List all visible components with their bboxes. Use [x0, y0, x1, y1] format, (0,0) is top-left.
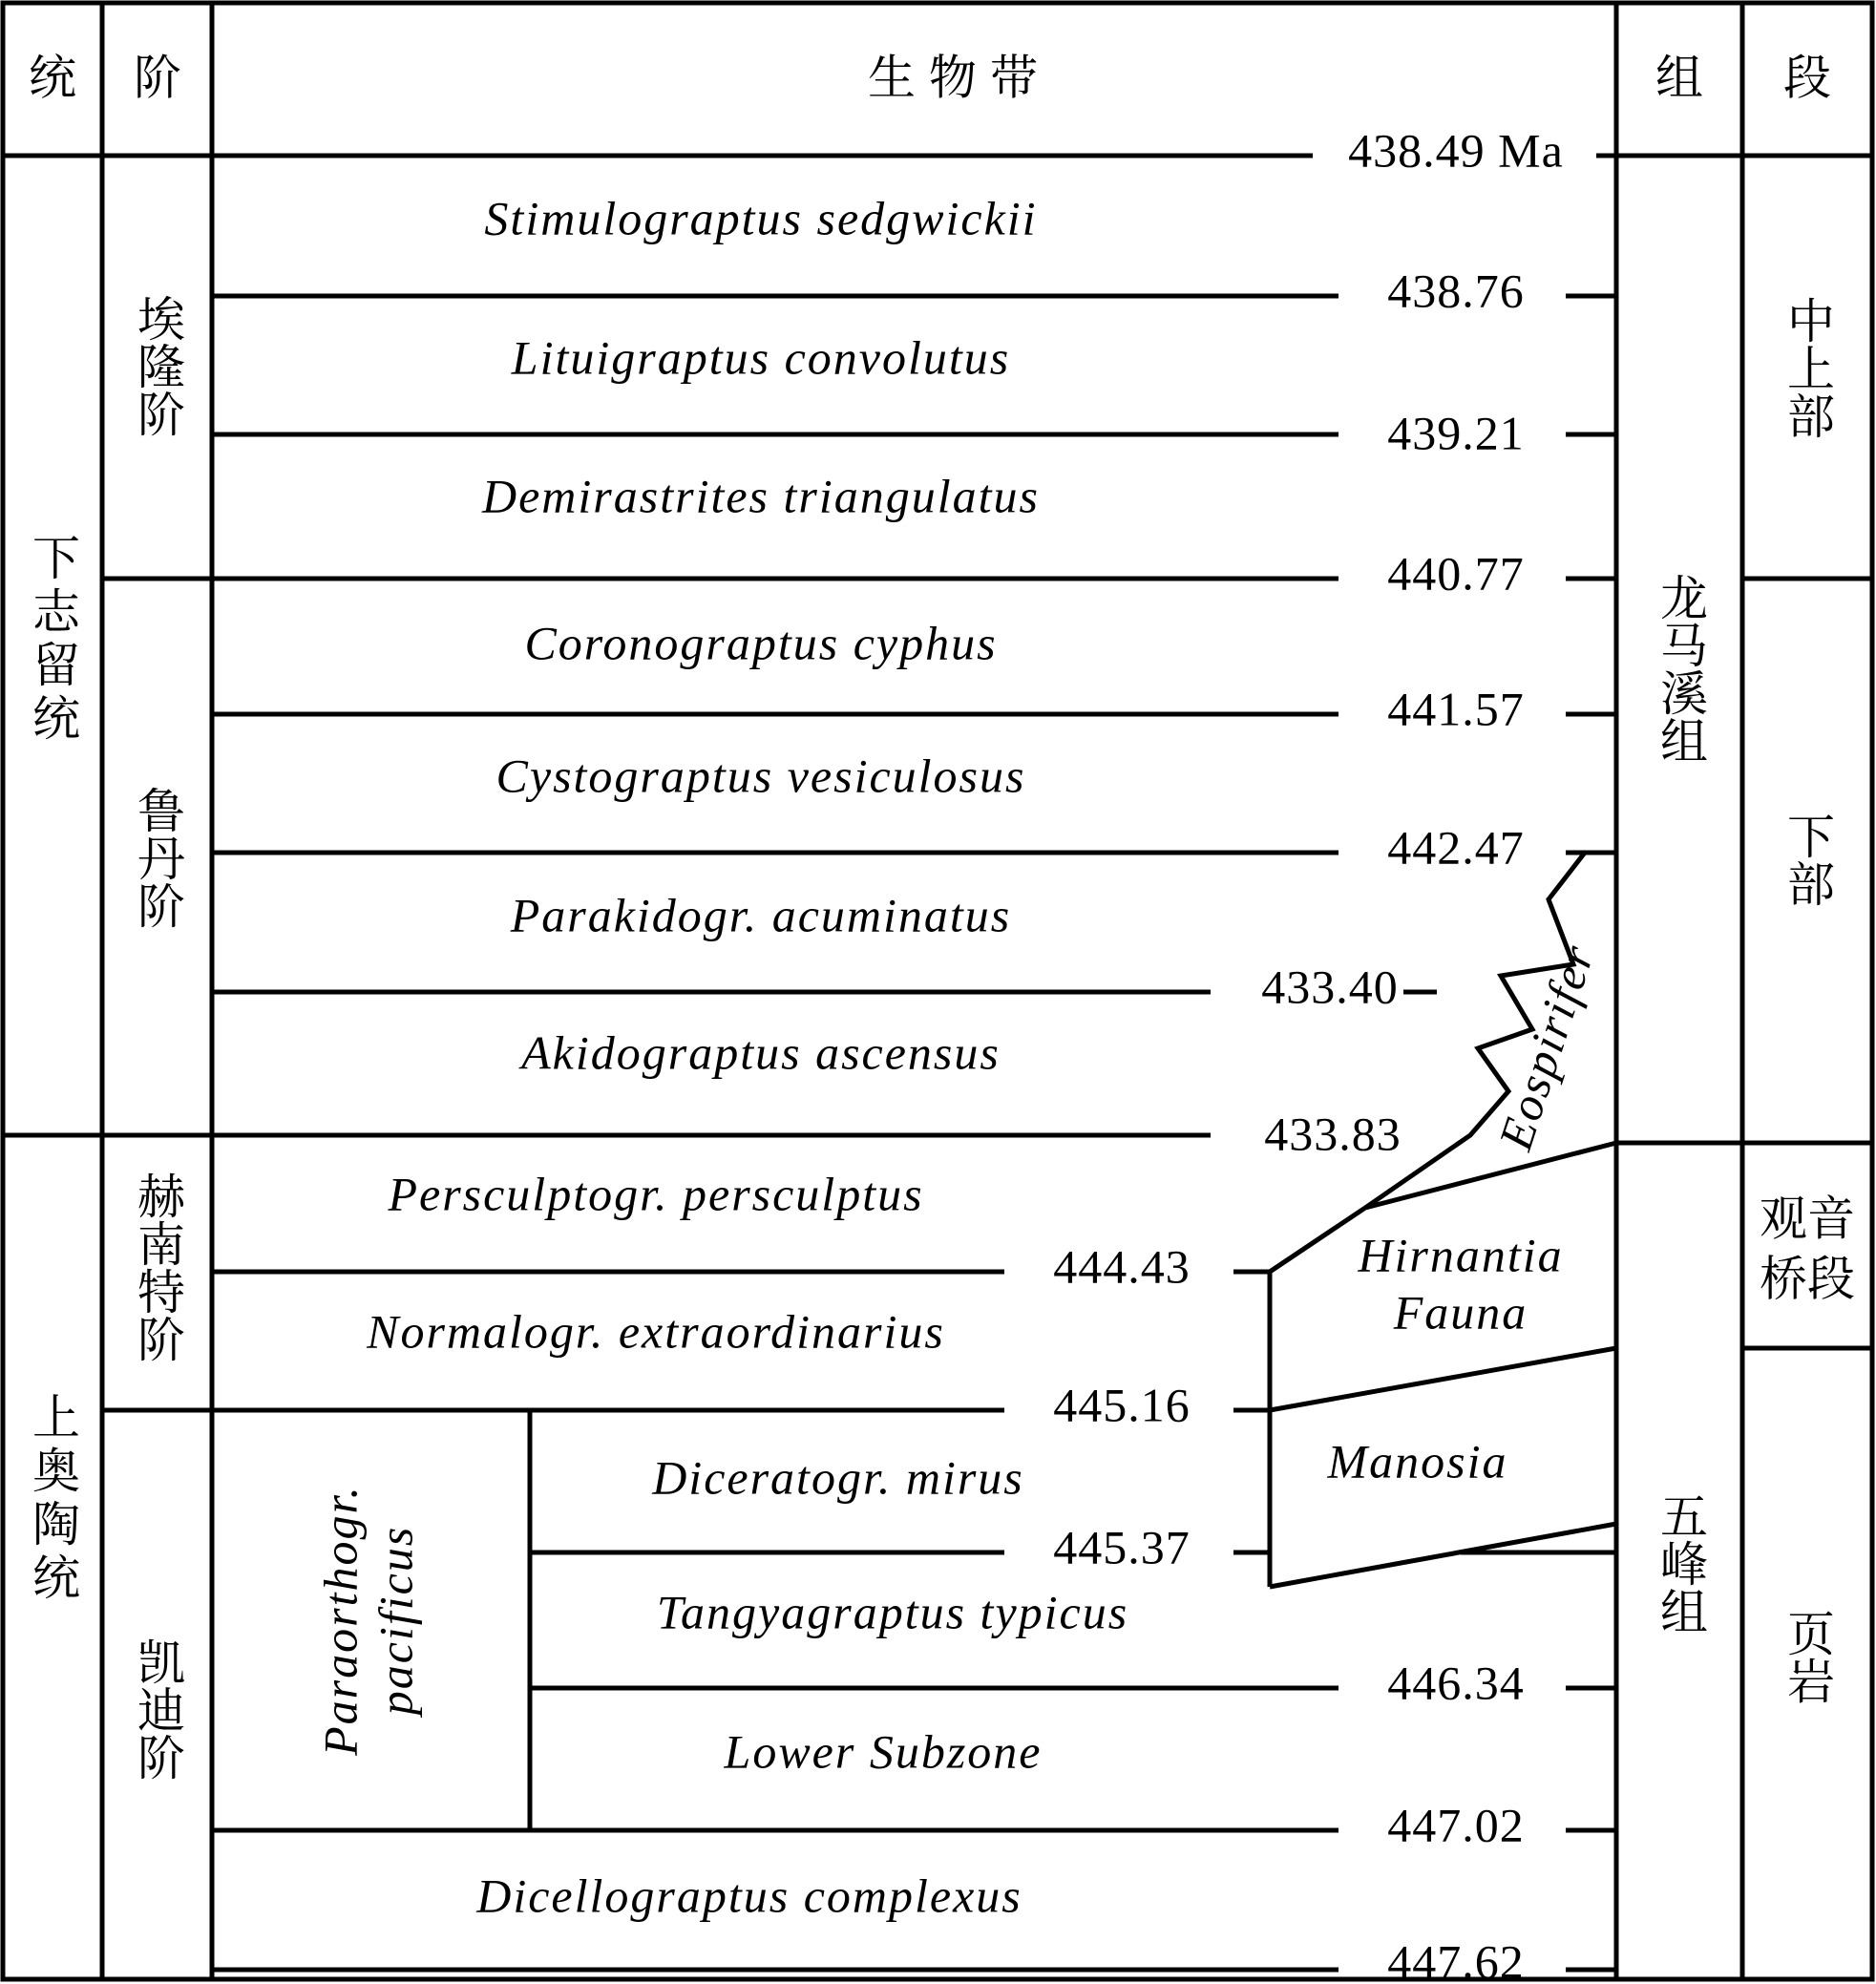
stage-rhuddanian: 鲁丹阶	[130, 786, 185, 929]
zone-persculptus: Persculptogr. persculptus	[388, 1167, 924, 1221]
age-label: 445.37	[1053, 1520, 1191, 1574]
zone-vesiculosus: Cystograptus vesiculosus	[495, 749, 1026, 803]
member-column	[1760, 296, 1855, 1704]
age-label: 442.47	[1387, 820, 1525, 875]
fauna-hirnantia-line1: Hirnantia	[1358, 1228, 1564, 1282]
member-lower: 下部	[1780, 812, 1835, 907]
stage-aeronian: 埃隆阶	[130, 294, 185, 437]
age-label: 433.83	[1264, 1107, 1402, 1161]
member-guanyinqiao-line1: 观音	[1760, 1191, 1855, 1247]
age-label: 438.49 Ma	[1348, 123, 1564, 178]
series-lower-silurian: 下志留统	[25, 533, 80, 747]
age-label: 440.77	[1387, 546, 1525, 601]
series-upper-ordovician: 上奥陶统	[25, 1392, 80, 1606]
zone-typicus: Tangyagraptus typicus	[656, 1585, 1129, 1639]
series-column	[25, 533, 80, 1606]
zone-sedgwickii: Stimulograptus sedgwickii	[484, 191, 1038, 245]
fauna-hirnantia-line2: Fauna	[1393, 1285, 1528, 1340]
fauna-eospirifer: Eospirifer	[1487, 937, 1605, 1156]
hirnantia-manosia-boundary	[1270, 1348, 1616, 1410]
formation-column	[1653, 573, 1708, 1635]
header-member: 段	[1783, 50, 1831, 106]
age-label: 446.34	[1387, 1656, 1525, 1710]
zone-cyphus: Coronograptus cyphus	[524, 616, 998, 670]
stage-column	[130, 294, 185, 1781]
age-label: 439.21	[1387, 406, 1525, 460]
manosia-base-boundary	[1270, 1524, 1616, 1587]
zone-pacificus-line2: pacificus	[369, 1525, 423, 1716]
age-labels	[1053, 123, 1564, 1984]
age-label: 441.57	[1387, 682, 1525, 736]
header-formation: 组	[1655, 50, 1703, 106]
member-upper-middle: 中上部	[1780, 296, 1835, 439]
age-label: 444.43	[1053, 1239, 1191, 1294]
zone-pacificus	[313, 1485, 422, 1757]
age-label: 445.16	[1053, 1378, 1191, 1432]
age-label: 447.02	[1387, 1798, 1525, 1852]
member-shale: 页岩	[1780, 1609, 1835, 1704]
zone-lower-subzone: Lower Subzone	[724, 1724, 1043, 1779]
stage-hirnantian: 赫南特阶	[130, 1171, 185, 1362]
fauna-manosia: Manosia	[1327, 1434, 1508, 1488]
zone-pacificus-line1: Paraorthogr.	[313, 1485, 368, 1756]
zone-triangulatus: Demirastrites triangulatus	[482, 469, 1040, 523]
age-label: 433.40	[1261, 960, 1399, 1014]
header-series: 统	[29, 50, 76, 106]
header-stage: 阶	[134, 50, 181, 106]
zone-convolutus: Lituigraptus convolutus	[511, 330, 1011, 385]
formation-wufeng: 五峰组	[1653, 1491, 1708, 1635]
zone-acuminatus: Parakidogr. acuminatus	[510, 888, 1012, 942]
member-guanyinqiao-line2: 桥段	[1760, 1251, 1855, 1307]
header-row	[29, 51, 1831, 106]
formation-longmaxi: 龙马溪组	[1653, 573, 1708, 764]
stage-katian: 凯迪阶	[130, 1637, 185, 1781]
fauna-labels	[1327, 938, 1605, 1488]
zone-extraordinarius: Normalogr. extraordinarius	[367, 1304, 945, 1359]
age-label: 438.76	[1387, 264, 1525, 318]
zone-mirus: Diceratogr. mirus	[652, 1450, 1024, 1505]
age-label: 447.62	[1387, 1934, 1525, 1984]
zone-complexus: Dicellograptus complexus	[476, 1868, 1022, 1923]
eospirifer-hirnantia-boundary	[1365, 1143, 1616, 1208]
biozones	[313, 191, 1128, 1922]
header-biozone: 生物带	[868, 50, 1051, 106]
zone-ascensus: Akidograptus ascensus	[521, 1025, 1001, 1080]
